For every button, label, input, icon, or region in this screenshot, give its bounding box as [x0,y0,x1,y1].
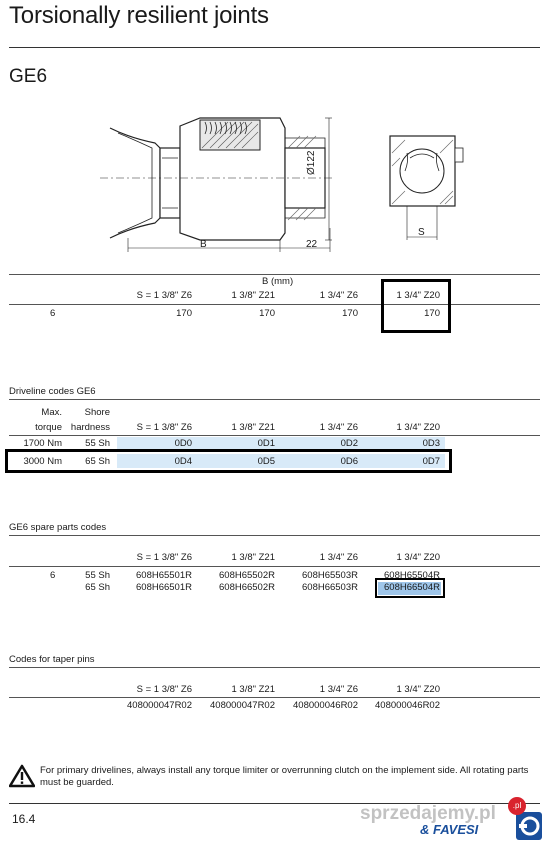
taper-code-2: 408000046R02 [293,700,358,711]
watermark: sprzedajemy.pl [360,803,496,824]
driveline-row-2-code-1: 0D5 [257,456,275,467]
spare-header-rule [9,566,540,567]
taper-code-1: 408000047R02 [210,700,275,711]
driveline-row-1-code-3: 0D3 [422,438,440,449]
spare-col-0: S = 1 3/8" Z6 [136,552,192,563]
dim-value-2: 170 [342,308,358,319]
dim-group-header: B (mm) [262,276,294,287]
driveline-row-2-code-2: 0D6 [340,456,358,467]
spare-col-3: 1 3/4" Z20 [396,552,440,563]
page-title: Torsionally resilient joints [9,2,269,29]
dim-value-3: 170 [424,308,440,319]
driveline-row-2-code-3: 0D7 [422,456,440,467]
dim-col-3: 1 3/4" Z20 [396,290,440,301]
driveline-col-2: 1 3/4" Z6 [319,422,358,433]
dim-diameter-label: Ø122 [306,150,317,175]
driveline-row-1-torque: 1700 Nm [23,438,62,449]
spare-row-1-code-1: 608H65502R [219,570,275,581]
dim-s-label: S [418,227,425,238]
dim-row-label: 6 [50,308,56,319]
spare-row-1-code-3: 608H65504R [384,570,440,581]
dim-table-top-rule [9,274,540,275]
driveline-row-1-code-2: 0D2 [340,438,358,449]
driveline-row-1-code-0: 0D0 [174,438,192,449]
driveline-col-1: 1 3/8" Z21 [231,422,275,433]
spare-row-2-hardness: 65 Sh [85,582,110,593]
taper-top-rule [9,667,540,668]
header-shore-1: Shore [84,407,110,418]
driveline-row-1-hardness: 55 Sh [85,438,110,449]
spare-highlight-box [375,578,445,598]
spare-row-2-code-1: 608H66502R [219,582,275,593]
driveline-row-2-code-0: 0D4 [174,456,192,467]
spare-parts-title: GE6 spare parts codes [9,522,107,533]
driveline-row-1-code-1: 0D1 [257,438,275,449]
spare-row-2-code-2: 608H66503R [302,582,358,593]
header-torque-1: Max. [41,407,62,418]
spare-row-2-code-3: 608H66504R [384,582,440,593]
taper-col-1: 1 3/8" Z21 [231,684,275,695]
taper-header-rule [9,697,540,698]
driveline-row-2-torque: 3000 Nm [23,456,62,467]
warning-icon [9,764,35,788]
brand-logo-text: & FAVESI [420,822,479,837]
spare-col-2: 1 3/4" Z6 [319,552,358,563]
taper-code-0: 408000047R02 [127,700,192,711]
taper-col-3: 1 3/4" Z20 [396,684,440,695]
driveline-top-rule [9,399,540,400]
driveline-header-rule [9,435,540,436]
dim-highlight-box [381,279,451,333]
taper-code-3: 408000046R02 [375,700,440,711]
dim-22-label: 22 [306,239,318,250]
dim-col-0: S = 1 3/8" Z6 [136,290,192,301]
driveline-col-0: S = 1 3/8" Z6 [136,422,192,433]
spare-col-1: 1 3/8" Z21 [231,552,275,563]
dim-value-0: 170 [176,308,192,319]
dim-col-1: 1 3/8" Z21 [231,290,275,301]
spare-row-1-code-2: 608H65503R [302,570,358,581]
taper-pins-title: Codes for taper pins [9,654,95,665]
watermark-badge-icon: .pl [508,797,526,815]
dim-table-header-rule [9,304,540,305]
taper-col-0: S = 1 3/8" Z6 [136,684,192,695]
spare-row-1-hardness: 55 Sh [85,570,110,581]
title-rule [9,47,540,48]
dim-value-1: 170 [259,308,275,319]
spare-row-2-code-0: 608H66501R [136,582,192,593]
header-torque-2: torque [35,422,62,433]
driveline-row-2-box [5,449,452,473]
header-shore-2: hardness [70,422,110,433]
dim-b-label: B [200,239,207,250]
spare-top-rule [9,535,540,536]
page-number: 16.4 [12,812,36,826]
warning-text: For primary drivelines, always install any torque limiter or overrunning clutch on the implement side. All rotating parts must be guarded. [40,765,529,788]
brand-logo-icon [516,812,542,840]
spare-row-1-code-0: 608H65501R [136,570,192,581]
taper-col-2: 1 3/4" Z6 [319,684,358,695]
spare-group-label: 6 [50,570,56,581]
dim-col-2: 1 3/4" Z6 [319,290,358,301]
driveline-col-3: 1 3/4" Z20 [396,422,440,433]
driveline-codes-title: Driveline codes GE6 [9,386,96,397]
driveline-row-2-hardness: 65 Sh [85,456,110,467]
model-heading: GE6 [9,66,48,87]
